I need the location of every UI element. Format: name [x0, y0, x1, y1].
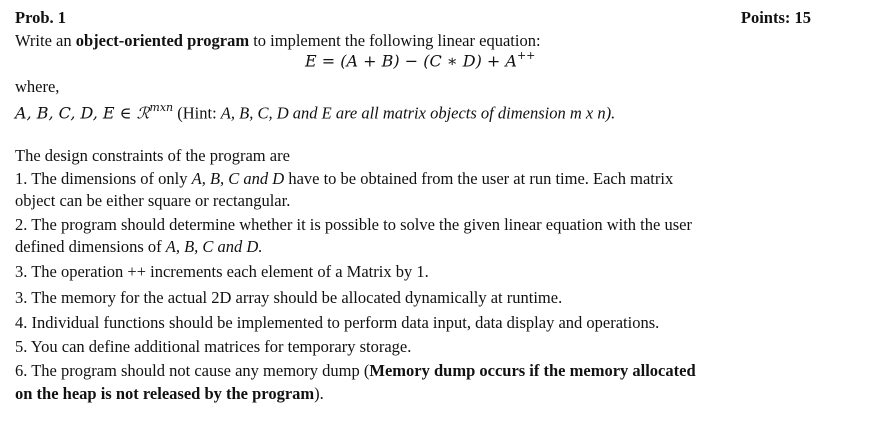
linear-equation	[305, 50, 535, 70]
constraint-1-continuation: object can be either square or rectangular.	[15, 191, 291, 210]
constraint-6: 5. You can define additional matrices for temporary storage.	[15, 337, 412, 356]
constraint-7-bold-1: Memory dump occurs if the memory allocated	[369, 361, 696, 380]
constraint-2-continuation	[15, 237, 262, 257]
equation-text: E = (A + B) − (C ∗ D) + A	[305, 51, 517, 71]
domain-superscript: mxn	[149, 101, 174, 114]
constraint-2-italic: A, B, C and D.	[165, 237, 263, 256]
intro-bold: object-oriented program	[75, 31, 250, 50]
constraint-3: 3. The operation ++ increments each element of a Matrix by 1.	[15, 262, 429, 281]
constraint-1-suffix: have to be obtained from the user at run time. Each matrix	[284, 169, 674, 188]
equation-superscript: ++	[516, 49, 536, 62]
problem-label: Prob. 1	[15, 8, 67, 27]
points-label: Points: 15	[740, 8, 811, 27]
constraint-4: 3. The memory for the actual 2D array should be allocated dynamically at runtime.	[15, 288, 563, 307]
constraint-7-bold-2: on the heap is not released by the program	[15, 384, 315, 403]
constraint-7-suffix: ).	[314, 384, 324, 403]
constraint-5: 4. Individual functions should be implemented to perform data input, data display and operations.	[15, 313, 660, 332]
constraint-2: 2. The program should determine whether it is possible to solve the given linear equation with the user	[15, 215, 692, 234]
intro-prefix: Write an	[15, 31, 76, 50]
constraint-7-continuation	[15, 384, 324, 404]
constraint-7-prefix: 6. The program should not cause any memory dump (	[15, 361, 370, 380]
hint-italic: A, B, C, D and E are all matrix objects of dimension m x n).	[220, 103, 616, 123]
constraint-2-prefix: defined dimensions of	[15, 237, 166, 256]
intro-line	[15, 31, 541, 51]
where-label: where,	[15, 77, 60, 96]
hint-prefix: (Hint:	[173, 103, 221, 123]
constraint-1-prefix: 1. The dimensions of only	[15, 169, 192, 188]
constraint-7	[15, 361, 696, 381]
domain-line	[15, 99, 615, 124]
constraints-heading: The design constraints of the program are	[15, 146, 290, 165]
constraint-1	[15, 169, 673, 189]
domain-math: A, B, C, D, E ∈ ℛ	[15, 103, 150, 123]
constraint-1-italic: A, B, C and D	[191, 169, 285, 188]
intro-suffix: to implement the following linear equation:	[249, 31, 541, 50]
